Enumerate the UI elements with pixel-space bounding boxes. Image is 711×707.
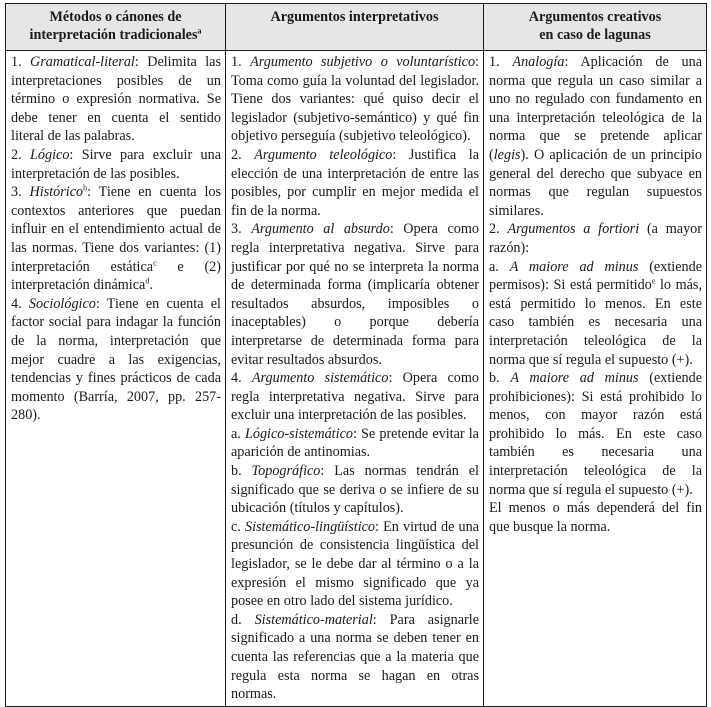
creative-analogia: 1. Analogía: Aplicación de una norma que regula un caso similar a uno no regulado con fundamento en una interpretación teleológica de la norma que se pretende aplicar (legis). O aplicación de un principio general del derecho que subyace en normas que regulan supuestos similares. [489,54,702,219]
method-sociologico: 4. Sociológico: Tiene en cuenta el factor social para indagar la función de la norma, interpretación que mejor cuadre a las exigencias, tendencias y fines prácticos de cada momento (Barría, 2007, pp. 257-280). [11,295,221,424]
body-row [6,51,707,707]
header-interpretive-arguments [226,4,484,51]
method-logico: 2. Lógico: Sirve para excluir una interpretación de las posibles. [11,146,221,182]
argument-subjetivo: 1. Argumento subjetivo o voluntarístico: Toma como guía la voluntad del legislador. Tiene dos variantes: qué quiso decir el legislador (subjetivo-semántico) y qué fin objetivo perseguía (subjetivo teleológico). [231,54,479,145]
header-text: en caso de lagunas [539,27,651,43]
sub-topografico: b. Topográfico: Las normas tendrán el significado que se deriva o se infiere de su ubicación (títulos y capítulos). [231,463,479,517]
sub-logico-sistematico: a. Lógico-sistemático: Se pretende evitar la aparición de antinomias. [231,425,479,461]
cell-interpretive-arguments [226,51,484,707]
header-text: interpretación tradicionales [29,27,198,43]
footnote-marker: b [83,183,88,193]
method-historico: 3. Histórico$^b$: Tiene en cuenta los contextos anteriores que puedan influir en el entendimiento actual de las normas. Tiene dos variantes: (1) interpretación estática$^c$ e (2) interpretación dinámica$^d$. [11,183,221,294]
header-traditional-methods [6,4,226,51]
interpretation-methods-table [5,3,707,707]
header-text: Argumentos creativos [528,9,662,25]
sub-extiende-permisos: a. A maiore ad minus (extiende permisos): Si está permitido$^e$ lo más, está permitido lo menos. En este caso también es necesaria una interpretación teleológica de la norma que sí regula el supuesto (+). [489,258,702,368]
closing-note: El menos o más dependerá del fin que busque la norma. [489,500,702,535]
argument-teleologico: 2. Argumento teleológico: Justifica la elección de una interpretación de entre las posibles, por cumplir en mejor medida el fin de la norma. [231,146,479,219]
footnote-marker: c [153,257,157,267]
footnote-marker: e [651,276,656,286]
argument-sistematico: 4. Argumento sistemático: Opera como regla interpretativa negativa. Sirve para excluir una interpretación de las posibles. [231,370,479,424]
header-text: Argumentos interpretativos [270,9,439,25]
footnote-marker: d [145,276,150,286]
header-creative-arguments [484,4,707,51]
sub-sistematico-material: d. Sistemático-material: Para asignarle significado a una norma se deben tener en cuenta las referencias que a la materia que regula esta norma se hagan en otras normas. [231,611,480,703]
header-row [6,4,707,51]
cell-traditional-methods [6,51,226,707]
argument-absurdo: 3. Argumento al absurdo: Opera como regla interpretativa negativa. Sirve para justificar por qué no se interpreta la norma de determinada forma (implicaría obtener resultados absurdos, imposibles o inaceptables) o porque debería interpretarse de determinada forma para evitar resultados absurdos. [231,221,480,368]
sub-sistematico-linguistico: c. Sistemático-lingüístico: En virtud de una presunción de consistencia lingüística del legislador, se le debe dar al término o a la expresión el mismo significado que ya posee en otro lado del sistema jurídico. [231,518,479,610]
footnote-marker: a [197,26,202,36]
creative-a-fortiori: 2. Argumentos a fortiori (a mayor razón): [489,221,702,256]
cell-creative-arguments [484,51,707,707]
sub-extiende-prohibiciones: b. A maiore ad minus (extiende prohibiciones): Si está prohibido lo menos, con mayor razón está prohibido lo más. En este caso también es necesaria una interpretación teleológica de la norma que sí regula el supuesto (+). [489,370,703,498]
method-gramatical-literal: 1. Gramatical-literal: Delimita las interpretaciones posibles de un término o expresión normativa. Se debe tener en cuenta el sentido literal de las palabras. [11,54,221,145]
header-text: Métodos o cánones de [49,9,182,25]
